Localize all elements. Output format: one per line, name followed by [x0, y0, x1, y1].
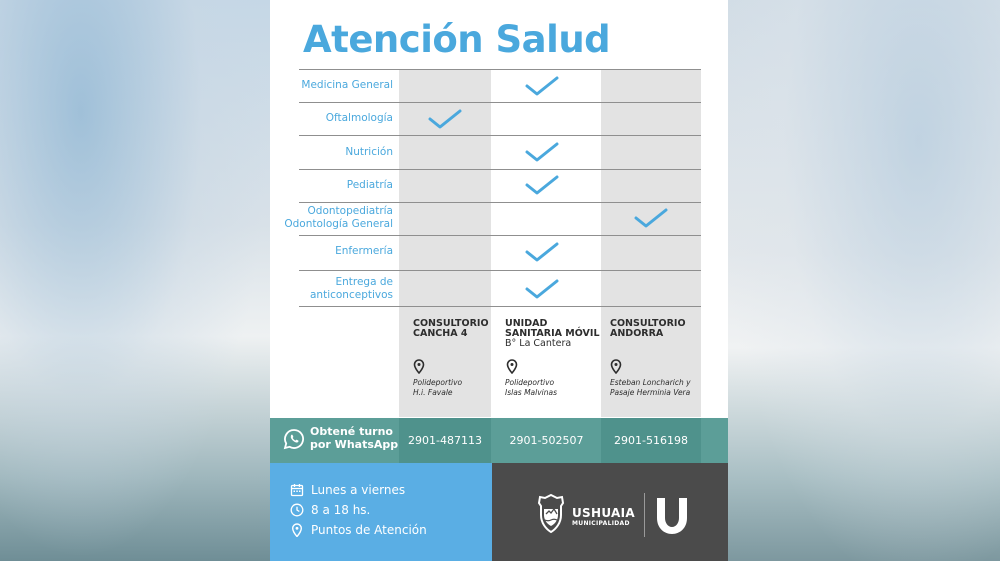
logo-panel: [492, 463, 728, 561]
service-label: [270, 112, 393, 125]
service-label: [270, 245, 393, 258]
poster-title: Atención Salud: [303, 18, 611, 61]
whatsapp-number-3: 2901-516198: [601, 418, 701, 463]
check-icon: [525, 75, 559, 97]
calendar-icon: [290, 483, 304, 497]
place-address-3: [610, 378, 691, 398]
logo-wordmark: USHUAIA: [572, 506, 635, 520]
service-label: [270, 276, 393, 302]
service-label: [270, 205, 393, 231]
address-line: Polideportivo: [413, 378, 463, 387]
service-label: [270, 179, 393, 192]
service-label-line: Nutrición: [345, 145, 393, 158]
map-pin-icon: [290, 523, 304, 537]
u-logo-icon: [654, 496, 690, 536]
crest-icon: [534, 493, 568, 535]
whatsapp-cta-line: Obtené turno: [310, 425, 393, 438]
row-divider: [299, 202, 701, 203]
place-subtitle-2: B° La Cantera: [505, 338, 572, 349]
place-title-1: [413, 319, 489, 339]
service-label: [270, 146, 393, 159]
column-cancha-4: [399, 69, 491, 307]
place-title-2: [505, 319, 600, 339]
row-divider: [299, 102, 701, 103]
logo-subtitle: MUNICIPALIDAD: [572, 520, 630, 527]
row-divider: [299, 69, 701, 70]
map-pin-icon: [506, 359, 518, 374]
check-icon: [525, 278, 559, 300]
info-points-text: Puntos de Atención: [311, 523, 427, 537]
health-poster: [270, 0, 728, 561]
check-icon: [525, 241, 559, 263]
check-icon: [634, 207, 668, 229]
address-line: H.i. Favale: [413, 388, 453, 397]
check-icon: [525, 174, 559, 196]
row-divider: [299, 235, 701, 236]
service-label: [270, 79, 393, 92]
row-divider: [299, 135, 701, 136]
logo-divider: [644, 493, 645, 537]
address-line: Islas Malvinas: [505, 388, 558, 397]
service-label-line: Medicina General: [301, 79, 393, 92]
service-label-line: Odontopediatría: [307, 205, 393, 218]
info-points: [290, 523, 427, 537]
info-panel: [270, 463, 492, 561]
place-title-line: UNIDAD: [505, 318, 548, 329]
whatsapp-cta-line: por WhatsApp: [310, 438, 399, 451]
address-line: Esteban Loncharich y: [610, 378, 691, 387]
service-label-line: Oftalmología: [325, 112, 393, 125]
whatsapp-number-1: 2901-487113: [399, 418, 491, 463]
row-divider: [299, 270, 701, 271]
service-label-line: Odontología General: [284, 218, 393, 231]
place-address-2: [505, 378, 557, 398]
place-title-line: ANDORRA: [610, 328, 664, 339]
place-title-line: CONSULTORIO: [413, 318, 489, 329]
row-divider: [299, 169, 701, 170]
service-label-line: Enfermería: [335, 245, 393, 258]
background-left: [0, 0, 270, 561]
place-address-1: [413, 378, 462, 398]
check-icon: [525, 141, 559, 163]
map-pin-icon: [610, 359, 622, 374]
place-title-line: SANITARIA MÓVIL: [505, 328, 600, 339]
address-line: Pasaje Herminia Vera: [610, 388, 691, 397]
address-line: Polideportivo: [505, 378, 555, 387]
whatsapp-icon: [283, 428, 305, 450]
service-label-line: anticonceptivos: [309, 289, 393, 302]
info-days-text: Lunes a viernes: [311, 483, 406, 497]
whatsapp-cta: [310, 425, 398, 451]
column-andorra: [601, 69, 701, 307]
map-pin-icon: [413, 359, 425, 374]
info-hours: [290, 503, 370, 517]
place-title-line: CONSULTORIO: [610, 318, 686, 329]
info-hours-text: 8 a 18 hs.: [311, 503, 371, 517]
place-title-3: [610, 319, 686, 339]
check-icon: [428, 108, 462, 130]
info-days: [290, 483, 405, 497]
whatsapp-number-2: 2901-502507: [493, 418, 600, 463]
background-right: [728, 0, 1000, 561]
service-label-line: Entrega de: [335, 276, 393, 289]
service-label-line: Pediatría: [346, 178, 393, 191]
clock-icon: [290, 503, 304, 517]
place-title-line: CANCHA 4: [413, 328, 468, 339]
